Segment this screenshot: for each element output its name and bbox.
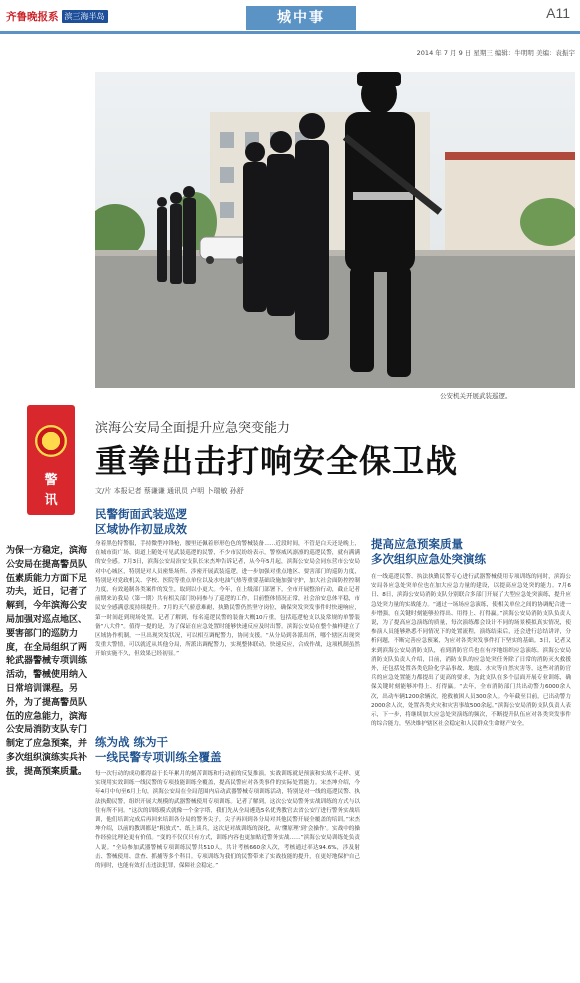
article-byline: 文/片 本报记者 蔡谦谦 通讯员 卢明 卜瑞敏 孙舒: [95, 487, 244, 495]
section-3-heading: [371, 537, 486, 567]
header-rule: [0, 31, 580, 34]
section-2-head-2: 一线民警专项训练全覆盖: [95, 750, 222, 764]
section-1-body: 身着黑色特警服，手持微型冲锋枪，腰里还佩着形形色色的警械装备……近段时间，不管是白天还是晚上，在城市街广场、街道上随处可见武装巡逻的民警，不少市民纷纷表示，警察威风凛凛的巡逻民警，就有满满的安全感。7月3日，滨海公安局治安支队长宋杰坤告诉记者，从今年5月起，滨海公安局会同东营市公安局对中心城区，特别是对人员密集场所、涉密开展武装巡逻，进一步加强对重点地区、要害部门的巡防力度，特别是对党政机关、学校、医院等重点单位以及水电油气热等重要基础设施加强守护，加大社会面防控控制力度，有效遏制各类案件的发生，取到以小更大。今年，在上级部门部署下，全市开展整治行动，截止记者前期来访我局（第一期）共有相关部门协同参与了巡逻的工作，目前整体情况正常，社会治安总体平稳，市民安全感满意度持续提升。7月的天气骄意难耐，执勤民警仍然坚守岗位，确保突发突发事件时快速响应，第一时间赶到现场处置。记者了解到，每名巡逻民警的装备大概10斤重，包括巡逻枪支以及常规的单警装备“八大件”。值得一提的是，为了保证在应急处置时能够快速反应及时出警，滨海公安局在整个抽样建立了区域协作机制，一旦出现突发状况，可以相互调配警力，协同支援。“从分局到各派出所，哪个辖区出现突发重大警情，可以就近从其他分局，所派出调配警力，实现整体联动，快速反应，合成作战，这项机制虽然开始实施不久，但效果已经初显。”: [95, 541, 360, 658]
article-kicker: 滨海公安局全面提升应急突变能力: [95, 421, 291, 436]
section-1-head-1: 民警街面武装巡逻: [95, 507, 187, 521]
page-number: A11: [546, 5, 570, 21]
section-tab: 城中事: [246, 6, 356, 30]
police-patrol-illustration: [95, 72, 575, 388]
section-2-head-1: 练为战 练为干: [95, 735, 169, 749]
section-3-head-2: 多次组织应急处突演练: [371, 552, 486, 566]
police-badge-icon: [35, 425, 67, 457]
article-lead: 为保一方稳定，滨海公安局在提高警员队伍素质能力方面下足功夫，近日，记者了解到，今年滨海公安局加强对巡点地区、要害部门的巡防力度，在全局组织了两轮武器警械专项训练活动，警械使用纳入日常培训课程。另外，为了提高警员队伍的应急能力，滨海公安局消防支队专门制定了应急预案，并多次组织演练实兵补拔，提高预案质量。: [6, 546, 88, 777]
newspaper-logo: [6, 9, 108, 24]
section-2-body: 每一次行动的成功都得益于长年累月的刻苦训练和行动前的反复推演。实战训练就是预演和实战不走样、更实现用实效训练一线民警的专项技能训练全覆盖，提高民警应对各类事件的实际处置能力。宋杰坤介绍，今年4月中旬至6月上旬，滨海公安局在全局范围内启动武器警械专项训练活动，特别是对一线的巡逻民警、执法执勤民警，组织开展大规模的武器警械使用专项训练。记者了解到，这次公安局警务实战训练的方式与以往有所不同。“这次的训练模式就像一个金字塔，我们先从全局遴选5名优秀教官去省公安厅进行警务实战培训，他们培训完成后再回来培训各分局的警务尖子，尖子再回到各分局对其他民警开展全覆盖的培训。”宋杰坤介绍，以前的教训都是“粗放式”、纸上谈兵，这次是对战训练的深化，从‘懂原理’到‘会操作’。实战中的操作经验比理论更有价值。“变的不仅仅只有方式，训练内容也更加贴近警务实战……”滨海公安局训练处负责人说。“全局参加武器警械专项训练民警共510人，共计考核660余人次，考核通过率达94.6%，涉及射击、警械使用、盘查、抓捕等多个科目。专项训练为我们的民警带来了实战技能的提升，在更好地保护自己的同时，也能有效打击违法犯罪，保障社会稳定。”: [95, 771, 360, 870]
section-3-head-1: 提高应急预案质量: [371, 537, 463, 551]
section-3-body: 在一线巡逻民警、执法执勤民警专心进行武器警械使用专项训练的同时，滨海公安局各应急处突单位也在加大应急力量的建设，以提高应急处突的能力。7月6日、8日，滨海公安局消防支队分别联合多部门开展了大型应急处突演练，提升应急处突力量的实战能力。“通过一场场应急演练，使相关单位之间的协调配合进一步增强，在关键时刻能够拉得出、用得上、打得赢。”滨海公安局消防支队负责人说，为了提高应急演练的质量，每次演练都会设计不同的场景模拟真实情况，使参演人员能够熟悉不同情况下的处置流程，演练结束后，还会进行总结讲评，分析问题，不断完善应急预案，为应对各类突发事件打下坚实的基础。3日，记者又来到滨海公安局消防支队，看到消防官兵也在有序地组织应急演练。滨海公安局消防支队负责人介绍，目前，消防支队的应急处突任务除了日常的消防灭火救援外，还包括处置各类危险化学品事故、地震、水灾等自然灾害等，这些对消防官兵的应急处置能力都提出了更高的要求，为此支队在多个层面开展专业训练，确保关键时刻能够冲得上、打得赢。“去年，全市消防部门共出动警力6000余人次，出动车辆1200余辆次，抢救被困人员300余人。今年截至目前，已出动警力2000余人次，处置各类火灾和灾害事故500余起。”滨海公安局消防支队负责人表示，下一步，将继续加大应急处突演练的频次，不断提升队伍应对各类突发事件的综合能力，坚决维护辖区社会稳定和人民群众生命财产安全。: [371, 574, 571, 728]
emblem-text-1: 警: [44, 473, 58, 488]
date-editor-line: 2014 年 7 月 9 日 星期三 编辑：牛明明 美编：袁振宇: [416, 49, 575, 57]
logo-tag: 滨三海半岛: [62, 10, 108, 23]
news-photo: [95, 72, 575, 388]
section-2-heading: [95, 735, 222, 765]
emblem-text-2: 讯: [44, 493, 58, 508]
photo-caption: 公安机关开展武装巡逻。: [440, 392, 512, 400]
logo-text: 齐鲁晚报系: [6, 11, 59, 23]
police-emblem-badge: [27, 405, 75, 515]
section-1-heading: [95, 507, 187, 537]
section-1-head-2: 区域协作初显成效: [95, 522, 187, 536]
article-headline: 重拳出击打响安全保卫战: [95, 442, 459, 480]
